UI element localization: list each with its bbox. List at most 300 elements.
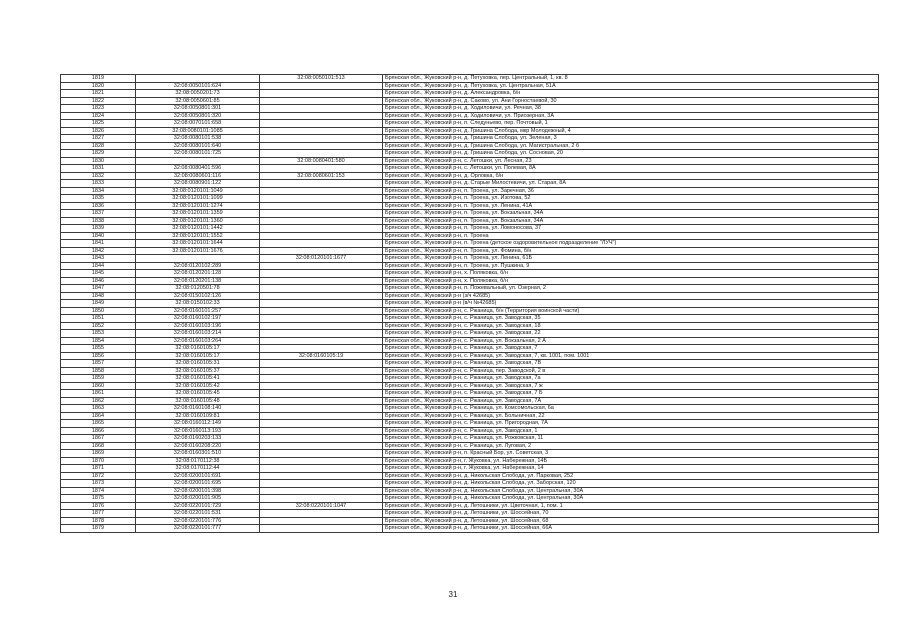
table-row <box>61 112 879 120</box>
table-row <box>61 442 879 450</box>
cadastral-number-cell: 32:08:0080101:725 <box>136 150 260 158</box>
registry-table-body <box>61 75 879 533</box>
address-cell: Брянская обл., Жуковский р-н, с. Ржаница, ул. Заводская, 35 <box>383 315 879 323</box>
cadastral-number-cell: 32:08:0120201:128 <box>136 270 260 278</box>
cadastral-number-cell: 32:08:0160101:257 <box>136 307 260 315</box>
address-cell: Брянская обл., Жуковский р-н, с. Ржаница, б/н (Территория воинской части) <box>383 307 879 315</box>
cadastral-number-cell: 32:08:0070101:658 <box>136 120 260 128</box>
row-number-cell: 1823 <box>61 105 136 113</box>
row-number-cell: 1865 <box>61 420 136 428</box>
related-cadastral-cell <box>260 165 383 173</box>
row-number-cell: 1820 <box>61 82 136 90</box>
cadastral-number-cell: 32:08:0120101:1676 <box>136 247 260 255</box>
table-row <box>61 217 879 225</box>
related-cadastral-cell <box>260 480 383 488</box>
related-cadastral-cell <box>260 457 383 465</box>
related-cadastral-cell <box>260 285 383 293</box>
row-number-cell: 1862 <box>61 397 136 405</box>
address-cell: Брянская обл., Жуковский р-н, с. Ржаница, ул. Заводская, 18 <box>383 322 879 330</box>
row-number-cell: 1849 <box>61 300 136 308</box>
cadastral-number-cell: 32:08:0220101:729 <box>136 502 260 510</box>
address-cell: Брянская обл., Жуковский р-н, с. Ржаница, ул. Луговая, 2 <box>383 442 879 450</box>
cadastral-number-cell: 32:08:0160105:17 <box>136 352 260 360</box>
related-cadastral-cell <box>260 217 383 225</box>
related-cadastral-cell <box>260 187 383 195</box>
table-row <box>61 390 879 398</box>
table-row <box>61 322 879 330</box>
row-number-cell: 1845 <box>61 270 136 278</box>
cadastral-number-cell: 32:08:0150102:126 <box>136 292 260 300</box>
related-cadastral-cell: 32:08:0080601:153 <box>260 172 383 180</box>
table-row <box>61 495 879 503</box>
row-number-cell: 1861 <box>61 390 136 398</box>
table-row <box>61 480 879 488</box>
cadastral-number-cell: 32:08:0120101:1359 <box>136 210 260 218</box>
related-cadastral-cell <box>260 390 383 398</box>
table-row <box>61 330 879 338</box>
address-cell: Брянская обл., Жуковский р-н, с. Ржаница, ул. Заводская, 7 ж <box>383 382 879 390</box>
address-cell: Брянская обл., Жуковский р-н, с. Ржаница, ул. Заводская, 7 Б <box>383 390 879 398</box>
related-cadastral-cell <box>260 270 383 278</box>
cadastral-number-cell: 32:08:0170112:44 <box>136 465 260 473</box>
address-cell: Брянская обл., Жуковский р-н, д. Александровка, б/н <box>383 90 879 98</box>
table-row <box>61 90 879 98</box>
table-row <box>61 127 879 135</box>
cadastral-number-cell: 32:08:0160102:197 <box>136 315 260 323</box>
row-number-cell: 1839 <box>61 225 136 233</box>
cadastral-number-cell: 32:08:0050801:301 <box>136 105 260 113</box>
table-row <box>61 225 879 233</box>
table-row <box>61 510 879 518</box>
related-cadastral-cell <box>260 135 383 143</box>
related-cadastral-cell <box>260 300 383 308</box>
row-number-cell: 1867 <box>61 435 136 443</box>
cadastral-number-cell: 32:08:0120101:1552 <box>136 232 260 240</box>
address-cell: Брянская обл., Жуковский р-н, д. Никольская Слобода, ул. Парковая, 252 <box>383 472 879 480</box>
row-number-cell: 1876 <box>61 502 136 510</box>
address-cell: Брянская обл., Жуковский р-н, д. Никольская Слобода, ул. Центральная, 30А <box>383 487 879 495</box>
row-number-cell: 1873 <box>61 480 136 488</box>
table-row <box>61 195 879 203</box>
related-cadastral-cell <box>260 427 383 435</box>
table-row <box>61 255 879 263</box>
table-row <box>61 472 879 480</box>
related-cadastral-cell <box>260 375 383 383</box>
related-cadastral-cell <box>260 202 383 210</box>
cadastral-number-cell: 32:08:0160105:48 <box>136 397 260 405</box>
address-cell: Брянская обл., Жуковский р-н, д. Гришина Слобода, ул. Зеленая, 3 <box>383 135 879 143</box>
cadastral-number-cell: 32:08:0050201:73 <box>136 90 260 98</box>
cadastral-number-cell: 32:08:0160113:193 <box>136 427 260 435</box>
address-cell: Брянская обл., Жуковский р-н, с. Ржаница, ул. Пригородная, 7А <box>383 420 879 428</box>
cadastral-number-cell <box>136 255 260 263</box>
cadastral-number-cell: 32:08:0160105:31 <box>136 360 260 368</box>
table-row <box>61 150 879 158</box>
row-number-cell: 1844 <box>61 262 136 270</box>
address-cell: Брянская обл., Жуковский р-н, п. Троена, ул. Вокзальная, 34А <box>383 217 879 225</box>
table-row <box>61 172 879 180</box>
table-row <box>61 427 879 435</box>
row-number-cell: 1825 <box>61 120 136 128</box>
cadastral-number-cell: 32:08:0200101:691 <box>136 472 260 480</box>
address-cell: Брянская обл., Жуковский р-н, д. Гришина Слобода, ул. Магистральная, 2 б <box>383 142 879 150</box>
address-cell: Брянская обл., Жуковский р-н, с. Ржаница, ул. Заводская, 7, кв. 1001, пом. 1001 <box>383 352 879 360</box>
row-number-cell: 1870 <box>61 457 136 465</box>
row-number-cell: 1847 <box>61 285 136 293</box>
cadastral-number-cell: 32:08:0080101:640 <box>136 142 260 150</box>
row-number-cell: 1851 <box>61 315 136 323</box>
related-cadastral-cell <box>260 495 383 503</box>
row-number-cell: 1822 <box>61 97 136 105</box>
row-number-cell: 1821 <box>61 90 136 98</box>
row-number-cell: 1858 <box>61 367 136 375</box>
table-row <box>61 142 879 150</box>
related-cadastral-cell <box>260 120 383 128</box>
related-cadastral-cell <box>260 240 383 248</box>
related-cadastral-cell <box>260 90 383 98</box>
address-cell: Брянская обл., Жуковский р-н, г. Жуковка, ул. Набережная, 14Б <box>383 457 879 465</box>
address-cell: Брянская обл., Жуковский р-н, п. Троена, ул. Ленина, 41А <box>383 202 879 210</box>
table-row <box>61 435 879 443</box>
address-cell: Брянская обл., Жуковский р-н, д. Ходиловичи, ул. Приозерная, 3А <box>383 112 879 120</box>
row-number-cell: 1835 <box>61 195 136 203</box>
row-number-cell: 1841 <box>61 240 136 248</box>
related-cadastral-cell <box>260 262 383 270</box>
related-cadastral-cell <box>260 360 383 368</box>
row-number-cell: 1854 <box>61 337 136 345</box>
address-cell: Брянская обл., Жуковский р-н, с. Ржаница, ул. Рожковская, 11 <box>383 435 879 443</box>
row-number-cell: 1824 <box>61 112 136 120</box>
address-cell: Брянская обл., Жуковский р-н, с. Летошки, ул. Полевая, 8А <box>383 165 879 173</box>
cadastral-number-cell: 32:08:0160103:264 <box>136 337 260 345</box>
row-number-cell: 1869 <box>61 450 136 458</box>
cadastral-number-cell: 32:08:0160105:37 <box>136 367 260 375</box>
row-number-cell: 1872 <box>61 472 136 480</box>
row-number-cell: 1829 <box>61 150 136 158</box>
related-cadastral-cell <box>260 525 383 533</box>
row-number-cell: 1875 <box>61 495 136 503</box>
related-cadastral-cell <box>260 367 383 375</box>
cadastral-number-cell: 32:08:0050601:85 <box>136 97 260 105</box>
related-cadastral-cell <box>260 405 383 413</box>
address-cell: Брянская обл., Жуковский р-н, п. Красный Бор, ул. Советская, 3 <box>383 450 879 458</box>
row-number-cell: 1860 <box>61 382 136 390</box>
table-row <box>61 525 879 533</box>
cadastral-number-cell <box>136 157 260 165</box>
related-cadastral-cell <box>260 382 383 390</box>
address-cell: Брянская обл., Жуковский р-н, д. Петуховка, пер. Центральный, 1, кв. 8 <box>383 75 879 83</box>
address-cell: Брянская обл., Жуковский р-н, д. Петуховка, ул. Центральная, 51А <box>383 82 879 90</box>
table-row <box>61 270 879 278</box>
table-row <box>61 165 879 173</box>
table-row <box>61 457 879 465</box>
address-cell: Брянская обл., Жуковский р-н, д. Гришина Слобода, ул. Сосновая, 20 <box>383 150 879 158</box>
cadastral-number-cell: 32:08:0080901:122 <box>136 180 260 188</box>
table-row <box>61 450 879 458</box>
related-cadastral-cell <box>260 180 383 188</box>
cadastral-number-cell: 32:08:0160105:45 <box>136 390 260 398</box>
address-cell: Брянская обл., Жуковский р-н, д. Старые Милостевичи, ул. Старая, 8А <box>383 180 879 188</box>
related-cadastral-cell <box>260 337 383 345</box>
row-number-cell: 1832 <box>61 172 136 180</box>
row-number-cell: 1833 <box>61 180 136 188</box>
related-cadastral-cell: 32:08:0220101:1047 <box>260 502 383 510</box>
cadastral-number-cell: 32:08:0160105:17 <box>136 345 260 353</box>
address-cell: Брянская обл., Жуковский р-н, п. Троена, ул. Заречная, 36 <box>383 187 879 195</box>
related-cadastral-cell <box>260 277 383 285</box>
table-row <box>61 75 879 83</box>
cadastral-number-cell: 32:08:0120102:289 <box>136 262 260 270</box>
related-cadastral-cell <box>260 517 383 525</box>
table-row <box>61 232 879 240</box>
address-cell: Брянская обл., Жуковский р-н, п. Следуньево, пер. Почтовый, 1 <box>383 120 879 128</box>
related-cadastral-cell <box>260 142 383 150</box>
address-cell: Брянская обл., Жуковский р-н, п. Троена <box>383 232 879 240</box>
related-cadastral-cell <box>260 472 383 480</box>
address-cell: Брянская обл., Жуковский р-н, д. Орловка, б/н <box>383 172 879 180</box>
row-number-cell: 1826 <box>61 127 136 135</box>
row-number-cell: 1838 <box>61 217 136 225</box>
address-cell: Брянская обл., Жуковский р-н, г. Жуковка, ул. Набережная, 14 <box>383 465 879 473</box>
table-row <box>61 465 879 473</box>
cadastral-number-cell: 32:08:0200101:905 <box>136 495 260 503</box>
row-number-cell: 1834 <box>61 187 136 195</box>
address-cell: Брянская обл., Жуковский р-н, с. Ржаница, ул. Больничная, 22 <box>383 412 879 420</box>
related-cadastral-cell <box>260 127 383 135</box>
cadastral-number-cell: 32:08:0160108:140 <box>136 405 260 413</box>
row-number-cell: 1828 <box>61 142 136 150</box>
cadastral-number-cell: 32:08:0120101:1274 <box>136 202 260 210</box>
table-row <box>61 300 879 308</box>
table-row <box>61 487 879 495</box>
related-cadastral-cell <box>260 150 383 158</box>
related-cadastral-cell <box>260 315 383 323</box>
related-cadastral-cell <box>260 225 383 233</box>
table-row <box>61 502 879 510</box>
row-number-cell: 1868 <box>61 442 136 450</box>
address-cell: Брянская обл., Жуковский р-н (з/ч 42685) <box>383 292 879 300</box>
related-cadastral-cell <box>260 510 383 518</box>
row-number-cell: 1842 <box>61 247 136 255</box>
row-number-cell: 1827 <box>61 135 136 143</box>
row-number-cell: 1855 <box>61 345 136 353</box>
table-row <box>61 307 879 315</box>
related-cadastral-cell <box>260 397 383 405</box>
related-cadastral-cell <box>260 465 383 473</box>
address-cell: Брянская обл., Жуковский р-н, с. Ржаница, ул. Заводская, 22 <box>383 330 879 338</box>
related-cadastral-cell: 32:08:0080401:580 <box>260 157 383 165</box>
table-row <box>61 202 879 210</box>
table-row <box>61 360 879 368</box>
related-cadastral-cell <box>260 442 383 450</box>
row-number-cell: 1879 <box>61 525 136 533</box>
registry-table <box>60 74 879 533</box>
address-cell: Брянская обл., Жуковский р-н, д. Гришина Слобода, мкр Молодежный, 4 <box>383 127 879 135</box>
table-row <box>61 135 879 143</box>
address-cell: Брянская обл., Жуковский р-н, с. Летошки, ул. Лесная, 23 <box>383 157 879 165</box>
cadastral-number-cell: 32:08:0120101:1099 <box>136 195 260 203</box>
related-cadastral-cell <box>260 112 383 120</box>
address-cell: Брянская обл., Жуковский р-н, д. Никольская Слобода, ул. Центральная, 30А <box>383 495 879 503</box>
address-cell: Брянская обл., Жуковский р-н, с. Ржаница, ул. Вокзальная, 2 А <box>383 337 879 345</box>
table-row <box>61 180 879 188</box>
related-cadastral-cell: 32:08:0120101:1677 <box>260 255 383 263</box>
table-row <box>61 262 879 270</box>
cadastral-number-cell: 32:08:0080401:596 <box>136 165 260 173</box>
cadastral-number-cell: 32:08:0220101:531 <box>136 510 260 518</box>
related-cadastral-cell <box>260 210 383 218</box>
cadastral-number-cell: 32:08:0160301:510 <box>136 450 260 458</box>
cadastral-number-cell: 32:08:0160109:81 <box>136 412 260 420</box>
table-row <box>61 97 879 105</box>
row-number-cell: 1843 <box>61 255 136 263</box>
address-cell: Брянская обл., Жуковский р-н, с. Ржаница, ул. Заводская, 7А <box>383 397 879 405</box>
cadastral-number-cell: 32:08:0120101:1442 <box>136 225 260 233</box>
related-cadastral-cell <box>260 307 383 315</box>
related-cadastral-cell <box>260 292 383 300</box>
row-number-cell: 1853 <box>61 330 136 338</box>
cadastral-number-cell: 32:08:0120101:1049 <box>136 187 260 195</box>
address-cell: Брянская обл., Жуковский р-н, с. Ржаница, ул. Заводская, 7В <box>383 360 879 368</box>
row-number-cell: 1877 <box>61 510 136 518</box>
row-number-cell: 1878 <box>61 517 136 525</box>
table-row <box>61 345 879 353</box>
cadastral-number-cell: 32:08:0170112:38 <box>136 457 260 465</box>
row-number-cell: 1874 <box>61 487 136 495</box>
address-cell: Брянская обл., Жуковский р-н, с. Ржаница, ул. Заводская, 7 <box>383 345 879 353</box>
address-cell: Брянская обл., Жуковский р-н, п. Троена, ул. Вокзальная, 34А <box>383 210 879 218</box>
row-number-cell: 1846 <box>61 277 136 285</box>
cadastral-number-cell: 32:08:0120201:138 <box>136 277 260 285</box>
address-cell: Брянская обл., Жуковский р-н, п. Троена (детское оздоровительное подразделение "ЛУЧ") <box>383 240 879 248</box>
table-row <box>61 120 879 128</box>
related-cadastral-cell <box>260 345 383 353</box>
row-number-cell: 1852 <box>61 322 136 330</box>
table-row <box>61 105 879 113</box>
table-row <box>61 157 879 165</box>
related-cadastral-cell <box>260 322 383 330</box>
cadastral-number-cell: 32:08:0080101:538 <box>136 135 260 143</box>
row-number-cell: 1836 <box>61 202 136 210</box>
address-cell: Брянская обл., Жуковский р-н, п. Троена, ул. Фомина, б/н <box>383 247 879 255</box>
related-cadastral-cell <box>260 97 383 105</box>
table-row <box>61 367 879 375</box>
cadastral-number-cell <box>136 75 260 83</box>
cadastral-number-cell: 32:08:0120501:78 <box>136 285 260 293</box>
related-cadastral-cell <box>260 450 383 458</box>
cadastral-number-cell: 32:08:0160105:41 <box>136 375 260 383</box>
row-number-cell: 1830 <box>61 157 136 165</box>
row-number-cell: 1863 <box>61 405 136 413</box>
cadastral-number-cell: 32:08:0160203:133 <box>136 435 260 443</box>
address-cell: Брянская обл., Жуковский р-н, с. Ржаница, пер. Заводской, 2 в <box>383 367 879 375</box>
table-row <box>61 285 879 293</box>
table-row <box>61 517 879 525</box>
table-row <box>61 247 879 255</box>
cadastral-number-cell: 32:08:0050801:320 <box>136 112 260 120</box>
address-cell: Брянская обл., Жуковский р-н, д. Летошники, ул. Шоссейная, 68 <box>383 517 879 525</box>
cadastral-number-cell: 32:08:0160103:196 <box>136 322 260 330</box>
table-row <box>61 405 879 413</box>
table-row <box>61 412 879 420</box>
address-cell: Брянская обл., Жуковский р-н, х. Поляковка, б/н <box>383 277 879 285</box>
table-row <box>61 382 879 390</box>
cadastral-number-cell: 32:08:0200101:695 <box>136 480 260 488</box>
address-cell: Брянская обл., Жуковский р-н, д. Ходиловичи, ул. Речная, 38 <box>383 105 879 113</box>
cadastral-number-cell: 32:08:0120101:1644 <box>136 240 260 248</box>
address-cell: Брянская обл., Жуковский р-н, п. Троена, ул. Пушкина, 9 <box>383 262 879 270</box>
related-cadastral-cell <box>260 420 383 428</box>
related-cadastral-cell: 32:08:0050101:513 <box>260 75 383 83</box>
related-cadastral-cell: 32:08:0160105:19 <box>260 352 383 360</box>
table-row <box>61 187 879 195</box>
related-cadastral-cell <box>260 435 383 443</box>
address-cell: Брянская обл., Жуковский р-н, с. Ржаница, ул. Комсомольская, 6а <box>383 405 879 413</box>
cadastral-number-cell: 32:08:0080101:1085 <box>136 127 260 135</box>
row-number-cell: 1819 <box>61 75 136 83</box>
table-row <box>61 292 879 300</box>
related-cadastral-cell <box>260 487 383 495</box>
table-row <box>61 82 879 90</box>
cadastral-number-cell: 32:08:0080601:116 <box>136 172 260 180</box>
cadastral-number-cell: 32:08:0050101:624 <box>136 82 260 90</box>
address-cell: Брянская обл., Жуковский р-н, п. Троена, ул. Ленина, 61Б <box>383 255 879 263</box>
address-cell: Брянская обл., Жуковский р-н, с. Ржаница, ул. Заводская, 1 <box>383 427 879 435</box>
related-cadastral-cell <box>260 82 383 90</box>
address-cell: Брянская обл., Жуковский р-н, п. Пожевальный, ул. Озерная, 2 <box>383 285 879 293</box>
table-row <box>61 277 879 285</box>
address-cell: Брянская обл., Жуковский р-н, д. Никольская Слобода, ул. Заборская, 120 <box>383 480 879 488</box>
table-row <box>61 375 879 383</box>
row-number-cell: 1850 <box>61 307 136 315</box>
row-number-cell: 1864 <box>61 412 136 420</box>
row-number-cell: 1859 <box>61 375 136 383</box>
related-cadastral-cell <box>260 105 383 113</box>
cadastral-number-cell: 32:08:0200101:398 <box>136 487 260 495</box>
related-cadastral-cell <box>260 195 383 203</box>
cadastral-number-cell: 32:08:0160105:42 <box>136 382 260 390</box>
related-cadastral-cell <box>260 232 383 240</box>
row-number-cell: 1848 <box>61 292 136 300</box>
row-number-cell: 1871 <box>61 465 136 473</box>
table-row <box>61 420 879 428</box>
table-row <box>61 397 879 405</box>
table-row <box>61 315 879 323</box>
row-number-cell: 1856 <box>61 352 136 360</box>
address-cell: Брянская обл., Жуковский р-н, д. Саково, ул. Ани Горностаевой, 30 <box>383 97 879 105</box>
address-cell: Брянская обл., Жуковский р-н, д. Летошники, ул. Цветочная, 1, пом. 1 <box>383 502 879 510</box>
cadastral-number-cell: 32:08:0220101:777 <box>136 525 260 533</box>
cadastral-number-cell: 32:08:0120101:1360 <box>136 217 260 225</box>
cadastral-number-cell: 32:08:0150102:33 <box>136 300 260 308</box>
table-row <box>61 337 879 345</box>
address-cell: Брянская обл., Жуковский р-н, д. Летошники, ул. Шоссейная, 66А <box>383 525 879 533</box>
related-cadastral-cell <box>260 330 383 338</box>
cadastral-number-cell: 32:08:0220101:776 <box>136 517 260 525</box>
related-cadastral-cell <box>260 412 383 420</box>
address-cell: Брянская обл., Жуковский р-н, с. Ржаница, ул. Заводская, 7а <box>383 375 879 383</box>
address-cell: Брянская обл., Жуковский р-н, п. Троена, ул. Ломоносова, 37 <box>383 225 879 233</box>
address-cell: Брянская обл., Жуковский р-н, п. Троена, ул. Изотова, 52 <box>383 195 879 203</box>
related-cadastral-cell <box>260 247 383 255</box>
cadastral-number-cell: 32:08:0160112:149 <box>136 420 260 428</box>
row-number-cell: 1857 <box>61 360 136 368</box>
cadastral-number-cell: 32:08:0160208:220 <box>136 442 260 450</box>
row-number-cell: 1866 <box>61 427 136 435</box>
table-row <box>61 352 879 360</box>
table-row <box>61 240 879 248</box>
row-number-cell: 1840 <box>61 232 136 240</box>
